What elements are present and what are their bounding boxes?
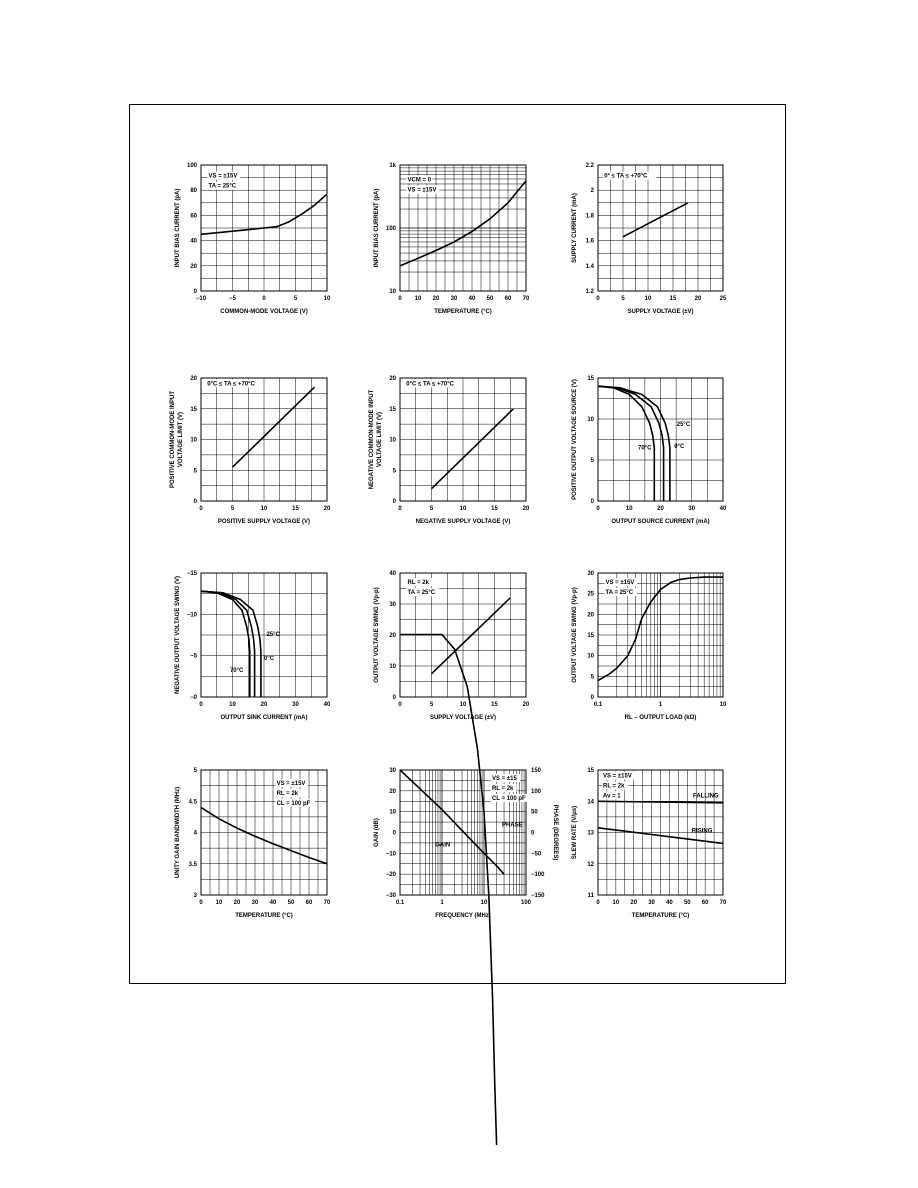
chart-8-y-tick-label: 10: [389, 664, 396, 670]
chart-2-x-tick-label: 10: [414, 296, 422, 302]
chart-1-y-tick-label: 20: [190, 263, 197, 270]
chart-12-y-tick-label: 15: [587, 768, 594, 774]
chart-11-y2-tick-label: −100: [531, 872, 545, 879]
chart-8-x-tick-label: 15: [491, 702, 498, 708]
chart-10-x-tick-label: 10: [215, 900, 223, 906]
chart-7-x-tick-label: 10: [229, 702, 236, 708]
chart-1-y-tick-label: 100: [186, 163, 197, 169]
chart-2-y-axis-label: INPUT BIAS CURRENT (pA): [374, 188, 380, 268]
chart-5-series-line: [432, 409, 514, 489]
chart-10-x-tick-label: 70: [323, 900, 331, 906]
chart-2-y-tick-label: 1k: [389, 163, 396, 169]
chart-3-y-tick-label: 1.2: [585, 289, 594, 295]
chart-4-y-axis-label: POSITIVE COMMON-MODE INPUT: [170, 390, 176, 489]
chart-3-annotation: 0° ≤ TA ≤ +70°C: [604, 173, 648, 180]
chart-11-y2-tick-label: −50: [531, 851, 542, 858]
chart-10-y-tick-label: 4: [193, 830, 197, 837]
chart-11-x-tick-label: 0.1: [395, 900, 405, 906]
chart-4-series-line: [233, 387, 315, 467]
chart-7-x-tick-label: 30: [292, 702, 299, 708]
chart-3-x-tick-label: 5: [621, 296, 625, 302]
chart-12-annotation: FALLING: [693, 793, 719, 800]
chart-7-y-tick-label: −0: [190, 695, 197, 701]
chart-11-y2-tick-label: 150: [531, 768, 542, 774]
chart-10-x-tick-label: 30: [251, 900, 259, 906]
chart-11-annotation: GAIN: [435, 842, 451, 849]
chart-3-y-tick-label: 2.2: [585, 163, 594, 169]
chart-9-y-tick-label: 15: [587, 633, 594, 639]
chart-9-y-tick-label: 5: [590, 674, 594, 681]
chart-10-annotation: CL = 100 pF: [276, 801, 311, 807]
chart-6-series-label: 70°C: [638, 445, 652, 452]
chart-11-y-tick-label: 10: [389, 809, 396, 816]
chart-5-x-tick-label: 15: [491, 506, 498, 512]
chart-12-x-tick-label: 20: [630, 900, 638, 906]
chart-9-x-tick-label: 1: [658, 702, 663, 708]
chart-7-x-tick-label: 20: [260, 702, 268, 708]
chart-12-y-axis-label: SLEW RATE (V/μs): [572, 805, 578, 860]
chart-6-x-tick-label: 0: [596, 506, 600, 512]
chart-5-annotation: 0°C ≤ TA ≤ +70°C: [406, 381, 454, 388]
chart-3-x-tick-label: 20: [694, 296, 702, 302]
chart-9-y-axis-label: OUTPUT VOLTAGE SWING (Vp-p): [572, 587, 578, 683]
chart-3-y-tick-label: 1.4: [585, 263, 594, 270]
chart-6-y-tick-label: 10: [587, 417, 594, 423]
chart-6-y-tick-label: 5: [590, 458, 594, 464]
chart-2-y-tick-label: 10: [389, 289, 396, 295]
chart-1-x-tick-label: 10: [323, 296, 331, 302]
chart-5-x-tick-label: 5: [429, 506, 434, 512]
chart-10-y-tick-label: 3.5: [188, 861, 197, 868]
chart-4-y-axis-label: VOLTAGE LIMIT (V): [178, 411, 184, 468]
chart-11-x-tick-label: 1: [440, 900, 444, 906]
chart-8-x-tick-label: 0: [398, 702, 402, 708]
chart-7-series-line-25c: [201, 591, 255, 697]
chart-8-y-tick-label: 30: [389, 602, 396, 608]
chart-2-x-tick-label: 20: [432, 296, 440, 302]
chart-6-y-axis-label: POSITIVE OUTPUT VOLTAGE SOURCE (V): [572, 379, 578, 500]
chart-2-x-tick-label: 30: [450, 296, 458, 302]
chart-11-annotation: RL = 2k: [491, 786, 514, 792]
chart-5-x-tick-label: 20: [522, 506, 530, 512]
chart-8-y-tick-label: 0: [392, 695, 396, 701]
chart-5-y-tick-label: 10: [389, 437, 396, 444]
chart-4-x-tick-label: 5: [230, 506, 235, 512]
chart-3-x-tick-label: 15: [669, 296, 677, 302]
chart-8-annotation: TA = 25°C: [407, 590, 436, 597]
chart-10-x-axis-label: TEMPERATURE (°C): [235, 913, 293, 919]
chart-7-y-tick-label: −15: [186, 571, 197, 577]
chart-9-y-tick-label: 20: [587, 612, 594, 619]
chart-10-x-tick-label: 50: [287, 900, 295, 906]
chart-7-series-label: 0°C: [264, 655, 275, 662]
chart-6-y-tick-label: 0: [590, 499, 594, 505]
chart-1-x-axis-label: COMMON-MODE VOLTAGE (V): [220, 309, 308, 315]
chart-4-annotation: 0°C ≤ TA ≤ +70°C: [207, 381, 255, 388]
chart-1-y-tick-label: 0: [193, 289, 197, 295]
chart-6-series-label: 0°C: [674, 444, 685, 451]
chart-8-x-tick-label: 20: [522, 702, 530, 708]
chart-8-y-tick-label: 20: [389, 633, 396, 639]
chart-12-x-axis-label: TEMPERATURE (°C): [631, 913, 690, 919]
chart-6-x-tick-label: 20: [657, 506, 664, 512]
chart-2-annotation: VCM = 0: [407, 177, 432, 184]
chart-10-x-tick-label: 20: [233, 900, 241, 906]
chart-2-x-tick-label: 60: [504, 296, 512, 302]
chart-12-x-tick-label: 50: [683, 900, 691, 906]
chart-5-y-tick-label: 0: [392, 499, 396, 505]
chart-11-y2-axis-label: PHASE (DEGREES): [552, 804, 558, 861]
chart-3-x-tick-label: 10: [644, 296, 652, 302]
chart-6-x-tick-label: 40: [719, 506, 727, 512]
chart-12-annotation: RISING: [691, 828, 713, 835]
chart-4-x-axis-label: POSITIVE SUPPLY VOLTAGE (V): [217, 519, 311, 525]
chart-1-y-axis-label: INPUT BIAS CURRENT (pA): [175, 188, 181, 268]
chart-4-x-tick-label: 20: [323, 506, 331, 512]
chart-2-y-tick-label: 100: [385, 226, 396, 232]
chart-12-x-tick-label: 0: [596, 900, 600, 906]
chart-10-x-tick-label: 0: [199, 900, 203, 906]
chart-11-annotation: CL = 100 pF: [491, 796, 526, 802]
chart-7-y-tick-label: −5: [190, 653, 197, 660]
chart-9-x-tick-label: 0.1: [593, 702, 603, 708]
chart-5-y-tick-label: 20: [389, 376, 396, 382]
chart-7-series-label: 25°C: [266, 632, 280, 639]
chart-1-annotation: VS = ±15V: [208, 173, 238, 180]
chart-11-x-tick-label: 10: [480, 900, 488, 906]
chart-9-y-tick-label: 0: [590, 695, 594, 701]
chart-4-x-tick-label: 15: [292, 506, 299, 512]
chart-5-y-axis-label: VOLTAGE LIMIT (V): [377, 411, 383, 468]
chart-12-annotation: RL = 2k: [603, 783, 625, 790]
chart-12-annotation: VS = ±15V: [603, 773, 632, 780]
chart-3-x-tick-label: 25: [719, 296, 727, 302]
chart-5-y-tick-label: 5: [392, 468, 396, 475]
chart-12-x-tick-label: 40: [666, 900, 673, 906]
chart-7-x-tick-label: 40: [323, 702, 331, 708]
chart-8-y-axis-label: OUTPUT VOLTAGE SWING (Vp-p): [374, 587, 380, 683]
chart-11-annotation: VS = ±15: [491, 776, 517, 782]
chart-9-y-tick-label: 25: [587, 591, 594, 598]
chart-3-series-line: [623, 203, 688, 237]
chart-11-y-axis-label: GAIN (dB): [374, 818, 380, 847]
chart-4-y-tick-label: 0: [193, 499, 197, 505]
chart-6-x-tick-label: 30: [688, 506, 696, 512]
chart-9-y-tick-label: 10: [587, 653, 594, 660]
chart-3-x-tick-label: 0: [596, 296, 600, 302]
chart-2-x-tick-label: 0: [398, 296, 402, 302]
chart-5-x-tick-label: 0: [398, 506, 402, 512]
chart-12-x-tick-label: 70: [719, 900, 727, 906]
chart-10-y-axis-label: UNITY GAIN BANDWIDTH (MHz): [175, 786, 181, 879]
chart-7-series-line-0c: [201, 591, 261, 697]
chart-4-x-tick-label: 0: [199, 506, 203, 512]
chart-11-y-tick-label: 20: [389, 788, 396, 795]
chart-7-y-axis-label: NEGATIVE OUTPUT VOLTAGE SWING (V): [175, 576, 181, 694]
chart-12-annotation: Av = 1: [603, 793, 621, 800]
chart-12-y-tick-label: 13: [587, 830, 594, 837]
chart-5-y-axis-label: NEGATIVE COMMON-MODE INPUT: [369, 389, 375, 490]
chart-9-x-axis-label: RL – OUTPUT LOAD (kΩ): [624, 715, 697, 721]
chart-12-y-tick-label: 12: [587, 861, 594, 868]
chart-9-y-tick-label: 30: [587, 571, 594, 577]
chart-2-x-axis-label: TEMPERATURE (°C): [434, 309, 492, 315]
chart-10-x-tick-label: 40: [269, 900, 277, 906]
chart-2-x-tick-label: 50: [486, 296, 494, 302]
chart-1-y-tick-label: 40: [190, 238, 197, 245]
chart-11-x-axis-label: FREQUENCY (MHz): [435, 913, 491, 919]
chart-11-y-tick-label: −20: [385, 872, 396, 879]
chart-10-y-tick-label: 3: [193, 893, 197, 899]
chart-8-x-axis-label: SUPPLY VOLTAGE (±V): [429, 715, 497, 721]
chart-6-series-label: 25°C: [676, 421, 691, 428]
chart-5-y-tick-label: 15: [389, 406, 396, 413]
chart-10-annotation: VS = ±15V: [276, 781, 306, 787]
chart-12-x-tick-label: 10: [612, 900, 620, 906]
chart-3-y-tick-label: 1.6: [585, 238, 594, 245]
chart-6-series-line-0c: [598, 386, 670, 501]
chart-1-y-tick-label: 60: [190, 213, 197, 220]
chart-11-y2-tick-label: 0: [531, 830, 535, 837]
chart-1-x-tick-label: −10: [195, 296, 207, 302]
chart-1-annotation: TA = 25°C: [208, 183, 237, 190]
chart-1-x-tick-label: 0: [262, 296, 266, 302]
chart-4-y-tick-label: 20: [190, 376, 197, 382]
chart-2-annotation: VS = ±15V: [407, 187, 437, 194]
chart-7-x-tick-label: 0: [199, 702, 203, 708]
chart-3-y-tick-label: 2: [590, 188, 594, 195]
chart-10-x-tick-label: 60: [305, 900, 313, 906]
chart-9-annotation: TA = 25°C: [605, 590, 634, 597]
chart-4-x-tick-label: 10: [260, 506, 268, 512]
chart-6-y-tick-label: 15: [587, 376, 594, 382]
chart-3-y-tick-label: 1.8: [585, 213, 594, 220]
chart-4-y-tick-label: 15: [190, 406, 197, 413]
chart-1-x-tick-label: −5: [229, 296, 236, 302]
chart-4-y-tick-label: 5: [193, 468, 197, 475]
chart-11-y-tick-label: −30: [385, 893, 396, 899]
chart-11-y-tick-label: −10: [385, 851, 396, 858]
chart-12-y-tick-label: 11: [587, 893, 594, 899]
chart-5-x-axis-label: NEGATIVE SUPPLY VOLTAGE (V): [415, 519, 511, 525]
chart-7-series-label: 70°C: [229, 668, 244, 675]
chart-9-annotation: VS = ±15V: [605, 580, 635, 587]
chart-4-y-tick-label: 10: [190, 437, 197, 444]
chart-6-x-axis-label: OUTPUT SOURCE CURRENT (mA): [611, 519, 710, 525]
chart-1-x-tick-label: 5: [293, 296, 298, 302]
chart-11-y-tick-label: 30: [389, 768, 396, 774]
chart-12-series-line-falling: [598, 801, 723, 803]
chart-11-annotation: PHASE: [502, 822, 523, 829]
chart-8-x-tick-label: 5: [429, 702, 434, 708]
chart-12-y-tick-label: 14: [587, 799, 594, 806]
chart-11-x-tick-label: 100: [520, 900, 532, 906]
chart-12-x-tick-label: 30: [648, 900, 655, 906]
chart-3-y-axis-label: SUPPLY CURRENT (mA): [572, 193, 578, 263]
chart-8-x-tick-label: 10: [459, 702, 467, 708]
chart-10-y-tick-label: 5: [193, 768, 197, 774]
chart-11-y2-tick-label: 50: [531, 809, 538, 816]
chart-1-y-tick-label: 80: [190, 188, 197, 195]
chart-7-x-axis-label: OUTPUT SINK CURRENT (mA): [220, 715, 308, 721]
chart-12-x-tick-label: 60: [701, 900, 709, 906]
chart-3-x-axis-label: SUPPLY VOLTAGE (±V): [627, 309, 694, 315]
chart-9-x-tick-label: 10: [719, 702, 727, 708]
chart-7-y-tick-label: −10: [186, 612, 197, 619]
chart-10-y-tick-label: 4.5: [188, 799, 197, 806]
chart-11-y2-tick-label: −150: [531, 893, 545, 899]
chart-2-x-tick-label: 70: [522, 296, 530, 302]
chart-8-annotation: RL = 2k: [407, 580, 429, 587]
chart-10-annotation: RL = 2k: [276, 791, 299, 797]
chart-5-x-tick-label: 10: [459, 506, 467, 512]
chart-11-y-tick-label: 0: [392, 830, 396, 837]
chart-11-y2-tick-label: 100: [531, 788, 542, 795]
chart-2-x-tick-label: 40: [468, 296, 476, 302]
chart-8-y-tick-label: 40: [389, 571, 396, 577]
chart-6-x-tick-label: 10: [625, 506, 633, 512]
